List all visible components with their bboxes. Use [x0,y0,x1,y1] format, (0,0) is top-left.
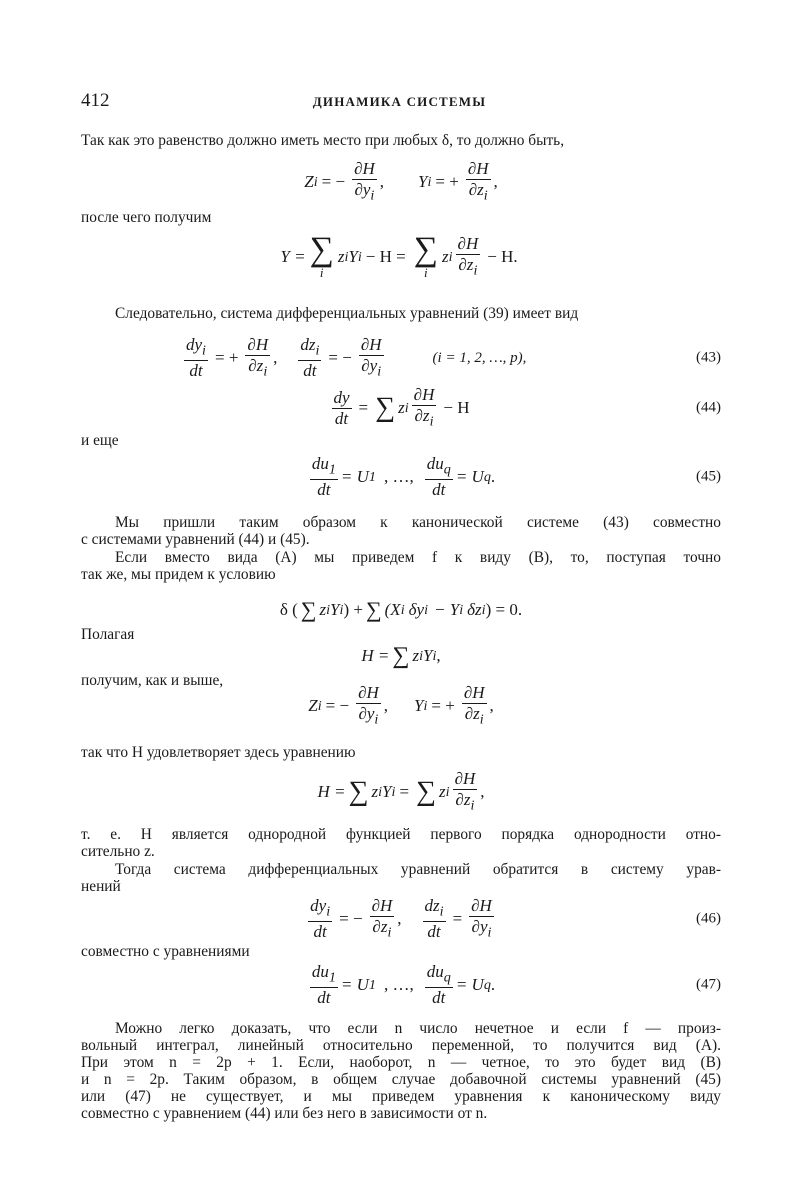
subscript: i [481,601,486,618]
separator: , [489,696,494,715]
denominator: dt [189,361,203,381]
equation-y-sum [81,230,721,284]
subscript: i [313,173,318,190]
operator: = − [339,909,363,928]
text-line: Мы пришли таким образом к канонической системе (43) совместно [115,514,721,531]
text-line: совместно с уравнением (44) или без него в зависимости от n. [81,1105,488,1122]
denominator-text: ∂z [458,254,474,274]
text-line: Полагая [81,626,135,643]
denominator-text: ∂z [464,703,480,723]
text-line: с системами уравнений (44) и (45). [81,531,310,548]
subscript: i [470,797,475,814]
equation-h-def [81,640,721,672]
denominator: dt [427,922,441,942]
subscript: i [339,601,344,618]
text-line: сительно z. [81,843,155,860]
denominator [246,356,269,380]
fraction [423,897,446,941]
fraction [308,897,332,941]
text-line: Следовательно, система дифференциальных уравнений (39) имеет вид [115,305,579,322]
numerator-text: dz [424,895,440,915]
operator: = [452,909,463,928]
text-line: и n = 2p. Таким образом, в общем случае добавочной системы уравнений (45) [81,1071,721,1088]
subscript: i [424,601,429,618]
subscript: i [377,363,382,380]
text-line: так что H удовлетворяет здесь уравнению [81,744,356,761]
subscript: i [263,363,268,380]
subscript: 1 [368,976,376,993]
denominator: dt [317,988,331,1008]
equation-45 [81,454,721,500]
sum-symbol: ∑ i [413,231,438,280]
subscript: i [326,903,331,920]
operator: − Y [434,600,460,619]
denominator-text: ∂z [414,405,430,425]
operator: − H. [487,247,518,266]
operator: ) + [343,600,363,619]
running-head: ДИНАМИКА СИСТЕМЫ [312,94,487,109]
sum-symbol: ∑ [392,642,410,669]
operator: = [399,782,410,801]
numerator [425,455,453,480]
symbol: δy [408,600,425,619]
text-line: При этом n = 2p + 1. Если, наоборот, n — четное, то это будет вид (B) [81,1054,721,1071]
subscript: i [487,924,492,941]
text-line: вольный интеграл, линейный относительно переменной, то получится вид (A). [81,1037,721,1054]
numerator [298,336,321,361]
sum-symbol: ∑ [348,776,369,807]
numerator-text: dy [186,334,203,354]
equation-46 [81,896,721,942]
equation-z-y [81,158,721,206]
text-line: и еще [81,432,119,449]
fraction [310,963,338,1007]
sum-symbol: ∑ [416,776,436,807]
operator: − H = [365,247,406,266]
text-line: Тогда система дифференциальных уравнений обратится в систему урав- [115,861,721,878]
paragraph-4 [81,432,721,449]
operator: = + [214,348,239,367]
symbol: z [337,247,345,266]
text-line: т. е. H является однородной функцией первого порядка однородности отно- [81,826,721,843]
operator: ) = 0. [485,600,523,619]
sum-index: i [319,265,324,280]
symbol: Z [304,172,314,191]
symbol: δz [467,600,482,619]
numerator [425,963,453,988]
paragraph-1 [81,132,721,149]
equation-z-y-2 [81,682,721,730]
fraction [310,455,338,499]
subscript: i [400,601,405,618]
denominator [463,704,486,728]
operator: = − [321,172,346,191]
subscript: q [483,468,491,485]
equation-number: (45) [696,468,721,485]
denominator [352,180,376,204]
separator: , [379,172,384,191]
text-line: Можно легко доказать, что если n число нечетное и если f — произ- [115,1020,721,1037]
denominator: dt [317,480,331,500]
numerator: ∂H [354,158,375,178]
operator: − H [443,398,470,417]
subscript: i [473,262,478,279]
fraction [456,235,481,279]
separator: . [490,975,496,994]
equation-number: (44) [696,399,721,416]
fraction [359,336,384,380]
operator: = U [340,975,369,994]
text-line: после чего получим [81,209,212,226]
numerator [184,336,208,361]
subscript: i [404,399,409,416]
numerator: ∂H [371,895,393,915]
denominator-text: ∂y [354,179,371,199]
sum-symbol: ∑ i [309,231,334,280]
operator: = [358,398,369,417]
denominator-text: ∂y [361,355,378,375]
numerator: ∂H [471,895,492,915]
denominator [456,255,479,279]
numerator-text: du [311,961,329,981]
operator: = + [435,172,459,191]
fraction [356,684,381,728]
paragraph-2 [81,209,721,226]
subscript: i [423,697,428,714]
operator: = U [455,467,484,486]
subscript: i [483,187,488,204]
denominator: dt [303,361,317,381]
separator: , [436,646,441,665]
lhs: H = [317,782,346,801]
fraction [462,684,487,728]
denominator: dt [432,480,446,500]
operator: = − [328,348,352,367]
text-line: получим, как и выше, [81,672,224,689]
numerator: ∂H [358,682,379,702]
symbol: Y [418,172,428,191]
subscript: i [202,342,206,359]
text-line: или (47) не существует, и мы приведем уравнения к каноническому виду [81,1088,721,1105]
subscript: i [387,924,392,941]
numerator: ∂H [247,334,269,354]
condition: (i = 1, 2, …, p), [432,349,527,366]
subscript: q [483,976,491,993]
paragraph-10 [81,826,721,860]
fraction [453,770,478,814]
denominator [470,917,494,941]
fraction [469,897,494,941]
symbol: Y [330,600,340,619]
fraction [412,386,437,430]
paragraph-5 [81,514,721,548]
lhs: H = [361,646,390,665]
denominator: dt [334,408,349,428]
paragraph-11 [81,861,721,895]
subscript: i [427,173,432,190]
numerator-text: dz [300,334,316,354]
denominator [356,704,380,728]
numerator-text: du [311,453,329,473]
denominator-text: ∂z [248,355,264,375]
denominator-text: ∂z [372,916,388,936]
numerator: ∂H [463,682,485,702]
subscript: i [326,601,331,618]
fraction [245,336,270,380]
subscript: i [374,711,379,728]
symbol: z [398,398,405,417]
sum-index: i [424,265,428,280]
numerator-text: du [426,961,444,981]
paragraph-13 [81,1020,721,1122]
denominator [370,917,393,941]
denominator [413,406,436,430]
paragraph-6 [81,549,721,583]
separator: , [493,172,498,191]
numerator: ∂H [457,233,479,253]
numerator [423,897,446,922]
subscript: q [443,969,451,986]
subscript: i [459,601,464,618]
equation-43 [81,336,721,380]
subscript: i [479,711,484,728]
text-line: Так как это равенство должно иметь место при любых δ, то должно быть, [81,132,565,149]
text-line: нений [81,878,121,895]
equation-variation [81,594,721,626]
lhs: Y = [280,247,306,266]
fraction [370,897,395,941]
denominator [453,790,476,814]
symbol: z [441,247,449,266]
subscript: i [378,783,383,800]
equation-44 [81,386,721,430]
sum-symbol: ∑ [375,392,396,423]
subscript: q [443,461,451,478]
equation-number: (46) [696,910,721,927]
separator: , [480,782,485,801]
numerator [310,963,338,988]
denominator [359,356,383,380]
subscript: i [391,783,396,800]
fraction [352,160,377,204]
subscript: 1 [328,461,336,478]
denominator-text: ∂y [471,916,488,936]
numerator: ∂H [360,334,382,354]
sum-symbol: ∑ [365,597,382,622]
denominator [467,180,490,204]
equation-number: (43) [696,349,721,366]
denominator: dt [432,988,446,1008]
denominator: dt [313,922,327,942]
ellipsis: , …, [384,975,414,994]
subscript: 1 [368,468,376,485]
operator: = + [431,696,455,715]
page-number: 412 [81,90,110,111]
numerator-text: du [426,453,444,473]
symbol: z [412,646,420,665]
fraction [332,389,352,428]
subscript: i [439,903,444,920]
symbol: Y [414,696,424,715]
subscript: i [419,647,423,664]
separator: , [383,696,388,715]
sum-symbol: ∑ [300,597,317,622]
numerator: ∂H [454,768,476,788]
fraction [298,336,321,380]
symbol: z [371,782,379,801]
denominator-text: ∂z [455,789,471,809]
paragraph-12 [81,943,721,960]
symbol: Y [382,782,392,801]
separator: , [273,348,278,367]
text-line: совместно с уравнениями [81,943,250,960]
separator: . [490,467,496,486]
symbol: Y [348,247,358,266]
numerator [310,455,338,480]
text-line: Если вместо вида (A) мы приведем f к виду (B), то, поступая точно [115,549,721,566]
symbol: Y [423,646,433,665]
subscript: i [445,783,450,800]
denominator-text: ∂y [358,703,375,723]
subscript: i [315,342,320,359]
subscript: i [429,413,434,430]
numerator: ∂H [413,384,435,404]
subscript: i [448,248,453,265]
fraction [425,455,453,499]
subscript: 1 [328,969,336,986]
subscript: i [344,248,349,265]
subscript: i [317,697,322,714]
symbol: (X [384,600,401,619]
operator: δ ( [279,600,298,619]
numerator-text: dy [310,895,327,915]
paragraph-3 [81,305,721,322]
symbol: z [439,782,446,801]
ellipsis: , …, [384,467,414,486]
symbol: Z [308,696,318,715]
equation-number: (47) [696,976,721,993]
text-line: так же, мы придем к условию [81,566,276,583]
fraction [466,160,491,204]
operator: = − [325,696,350,715]
denominator-text: ∂z [468,179,484,199]
operator: = U [340,467,369,486]
symbol: z [319,600,327,619]
equation-47 [81,962,721,1008]
subscript: i [432,647,437,664]
subscript: i [357,248,362,265]
subscript: i [370,187,375,204]
numerator: dy [333,387,350,407]
separator: , [397,909,402,928]
fraction [425,963,453,1007]
equation-h-homog [81,768,721,816]
numerator: ∂H [467,158,489,178]
numerator [308,897,332,922]
fraction [184,336,208,380]
paragraph-9 [81,744,721,761]
operator: = U [455,975,484,994]
